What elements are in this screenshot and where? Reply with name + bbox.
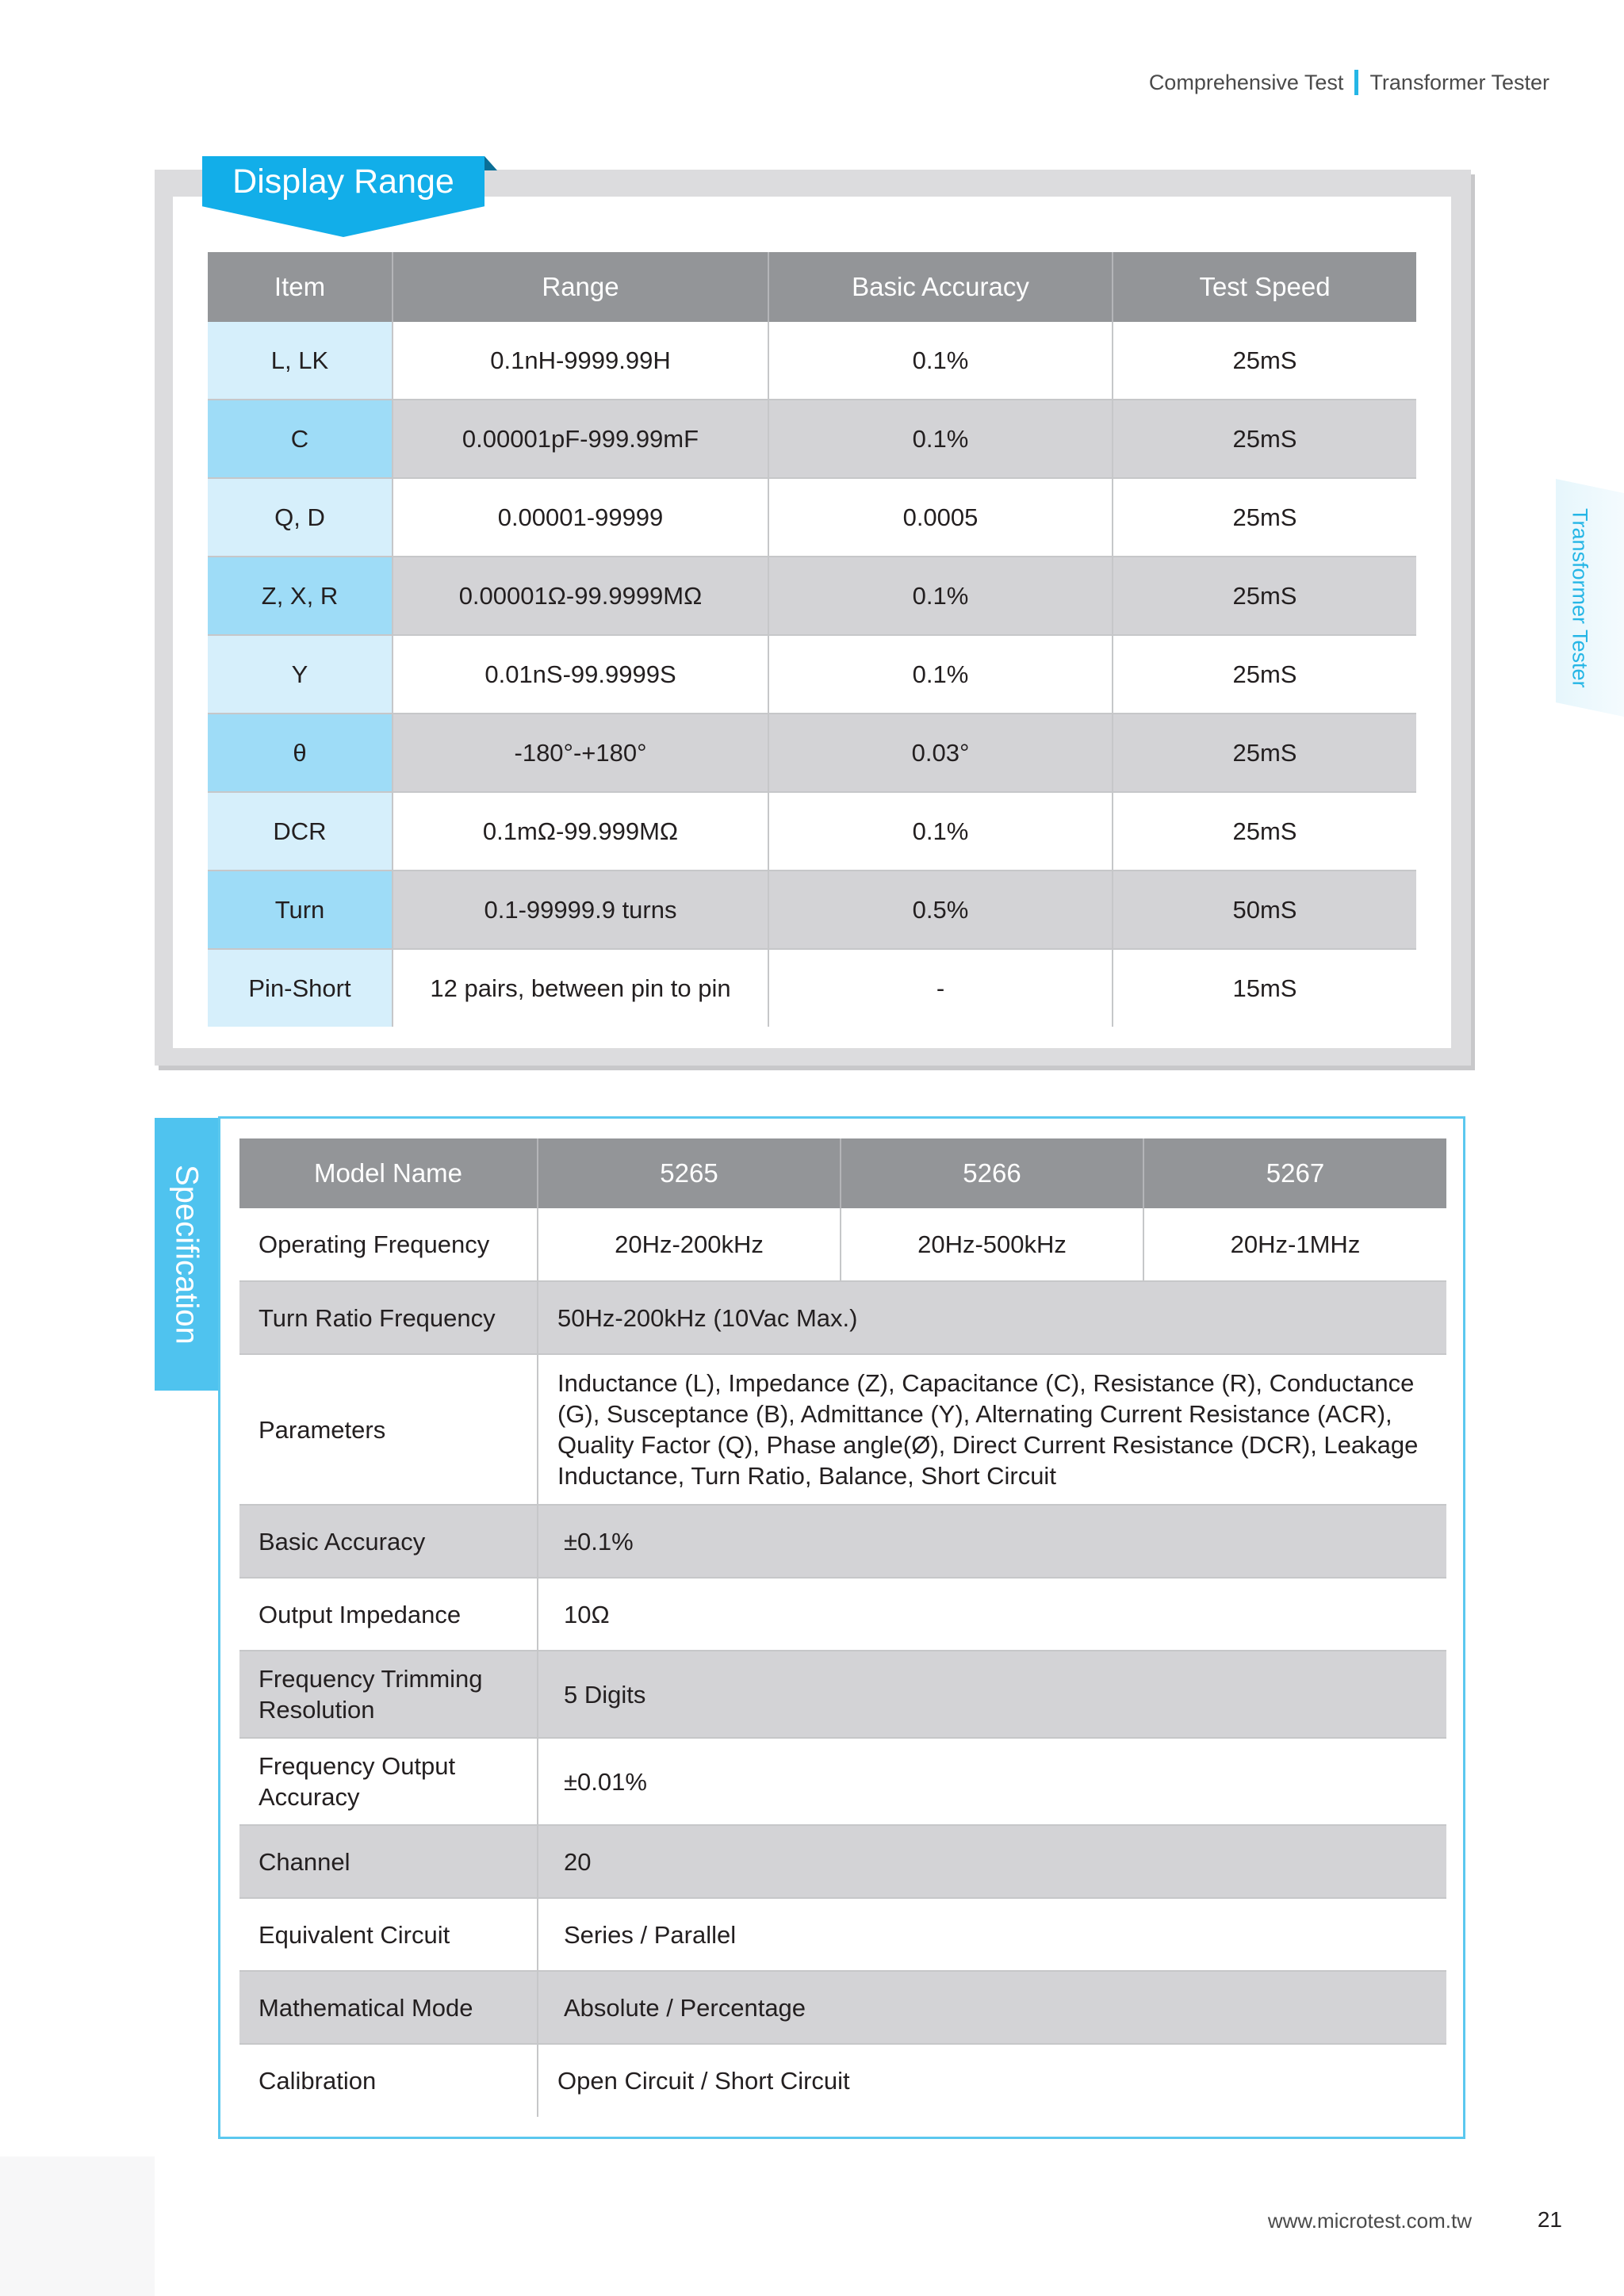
table-header-row xyxy=(208,252,1416,322)
table-row xyxy=(239,1505,1446,1578)
spec-value: 20 xyxy=(538,1825,1446,1898)
accuracy-cell: 0.5% xyxy=(768,871,1113,949)
table-row xyxy=(208,792,1416,871)
spec-value: Series / Parallel xyxy=(538,1898,1446,1971)
accuracy-cell: 0.0005 xyxy=(768,478,1113,557)
speed-cell: 25mS xyxy=(1113,400,1416,478)
speed-cell: 25mS xyxy=(1113,635,1416,714)
spec-label: Output Impedance xyxy=(239,1578,538,1651)
spec-value: ±0.1% xyxy=(538,1505,1446,1578)
accuracy-cell: 0.1% xyxy=(768,792,1113,871)
table-row xyxy=(239,1971,1446,2044)
spec-label: Frequency Trimming Resolution xyxy=(239,1651,538,1738)
specification-table xyxy=(239,1138,1446,2117)
spec-label: Calibration xyxy=(239,2044,538,2117)
accuracy-cell: 0.1% xyxy=(768,635,1113,714)
spec-value: ±0.01% xyxy=(538,1738,1446,1825)
table-row xyxy=(208,871,1416,949)
item-cell: Z, X, R xyxy=(208,557,393,635)
ribbon-fold xyxy=(485,156,497,170)
range-cell: -180°-+180° xyxy=(393,714,768,792)
table-row xyxy=(239,1578,1446,1651)
spec-label: Channel xyxy=(239,1825,538,1898)
spec-value: 20Hz-1MHz xyxy=(1143,1208,1446,1281)
table-row xyxy=(208,949,1416,1027)
item-cell: C xyxy=(208,400,393,478)
accuracy-cell: 0.03° xyxy=(768,714,1113,792)
specification-tab xyxy=(155,1118,218,1391)
spec-value: 20Hz-500kHz xyxy=(841,1208,1143,1281)
item-cell: Pin-Short xyxy=(208,949,393,1027)
spec-value: 50Hz-200kHz (10Vac Max.) xyxy=(538,1281,1446,1354)
page-number: 21 xyxy=(1537,2207,1562,2232)
column-header-model-name: Model Name xyxy=(239,1138,538,1208)
column-header-speed: Test Speed xyxy=(1113,252,1416,322)
item-cell: L, LK xyxy=(208,322,393,400)
table-row xyxy=(239,1208,1446,1281)
accuracy-cell: - xyxy=(768,949,1113,1027)
table-header-row xyxy=(239,1138,1446,1208)
range-cell: 0.00001-99999 xyxy=(393,478,768,557)
table-row xyxy=(239,1354,1446,1505)
spec-label: Equivalent Circuit xyxy=(239,1898,538,1971)
table-row xyxy=(208,478,1416,557)
spec-label: Operating Frequency xyxy=(239,1208,538,1281)
speed-cell: 50mS xyxy=(1113,871,1416,949)
table-row xyxy=(208,400,1416,478)
page-margin-shade xyxy=(0,2156,155,2296)
table-row xyxy=(208,557,1416,635)
accuracy-cell: 0.1% xyxy=(768,322,1113,400)
spec-label: Parameters xyxy=(239,1354,538,1505)
header-category: Comprehensive Test xyxy=(1148,70,1344,94)
item-cell: θ xyxy=(208,714,393,792)
spec-value: 5 Digits xyxy=(538,1651,1446,1738)
column-header-accuracy: Basic Accuracy xyxy=(768,252,1113,322)
column-header-model-5267: 5267 xyxy=(1143,1138,1446,1208)
column-header-range: Range xyxy=(393,252,768,322)
speed-cell: 25mS xyxy=(1113,792,1416,871)
table-row xyxy=(239,2044,1446,2117)
spec-value: 10Ω xyxy=(538,1578,1446,1651)
column-header-model-5266: 5266 xyxy=(841,1138,1143,1208)
accuracy-cell: 0.1% xyxy=(768,557,1113,635)
item-cell: Y xyxy=(208,635,393,714)
footer-website-url: www.microtest.com.tw xyxy=(1267,2209,1472,2233)
range-cell: 0.00001pF-999.99mF xyxy=(393,400,768,478)
table-row xyxy=(208,635,1416,714)
table-row xyxy=(239,1898,1446,1971)
item-cell: DCR xyxy=(208,792,393,871)
column-header-item: Item xyxy=(208,252,393,322)
spec-value: Absolute / Percentage xyxy=(538,1971,1446,2044)
display-range-table xyxy=(208,252,1416,1027)
range-cell: 0.1mΩ-99.999MΩ xyxy=(393,792,768,871)
page-header xyxy=(1149,67,1549,98)
side-tab xyxy=(1556,479,1603,717)
speed-cell: 25mS xyxy=(1113,322,1416,400)
spec-value: Inductance (L), Impedance (Z), Capacitance (C), Resistance (R), Conductance (G), Susceptance (B), Admittance (Y), Alternating Current Resistance (ACR), Quality Factor (Q), Phase angle(Ø), Direct Current Resistance (DCR), Leakage Inductance, Turn Ratio, Balance, Short Circuit xyxy=(538,1354,1446,1505)
speed-cell: 25mS xyxy=(1113,478,1416,557)
table-row xyxy=(208,714,1416,792)
item-cell: Q, D xyxy=(208,478,393,557)
spec-label: Turn Ratio Frequency xyxy=(239,1281,538,1354)
spec-label: Frequency Output Accuracy xyxy=(239,1738,538,1825)
table-row xyxy=(239,1651,1446,1738)
spec-label: Basic Accuracy xyxy=(239,1505,538,1578)
spec-value: Open Circuit / Short Circuit xyxy=(538,2044,1446,2117)
range-cell: 0.01nS-99.9999S xyxy=(393,635,768,714)
speed-cell: 25mS xyxy=(1113,557,1416,635)
side-tab-label: Transformer Tester xyxy=(1568,507,1592,688)
range-cell: 0.1-99999.9 turns xyxy=(393,871,768,949)
header-separator xyxy=(1354,70,1358,95)
range-cell: 0.1nH-9999.99H xyxy=(393,322,768,400)
header-product: Transformer Tester xyxy=(1369,70,1549,94)
range-cell: 0.00001Ω-99.9999MΩ xyxy=(393,557,768,635)
table-row xyxy=(208,322,1416,400)
table-row xyxy=(239,1281,1446,1354)
table-row xyxy=(239,1825,1446,1898)
item-cell: Turn xyxy=(208,871,393,949)
range-cell: 12 pairs, between pin to pin xyxy=(393,949,768,1027)
accuracy-cell: 0.1% xyxy=(768,400,1113,478)
speed-cell: 15mS xyxy=(1113,949,1416,1027)
spec-label: Mathematical Mode xyxy=(239,1971,538,2044)
display-range-title: Display Range xyxy=(232,162,454,201)
spec-value: 20Hz-200kHz xyxy=(538,1208,841,1281)
column-header-model-5265: 5265 xyxy=(538,1138,841,1208)
table-row xyxy=(239,1738,1446,1825)
speed-cell: 25mS xyxy=(1113,714,1416,792)
specification-tab-label: Specification xyxy=(169,1164,205,1345)
